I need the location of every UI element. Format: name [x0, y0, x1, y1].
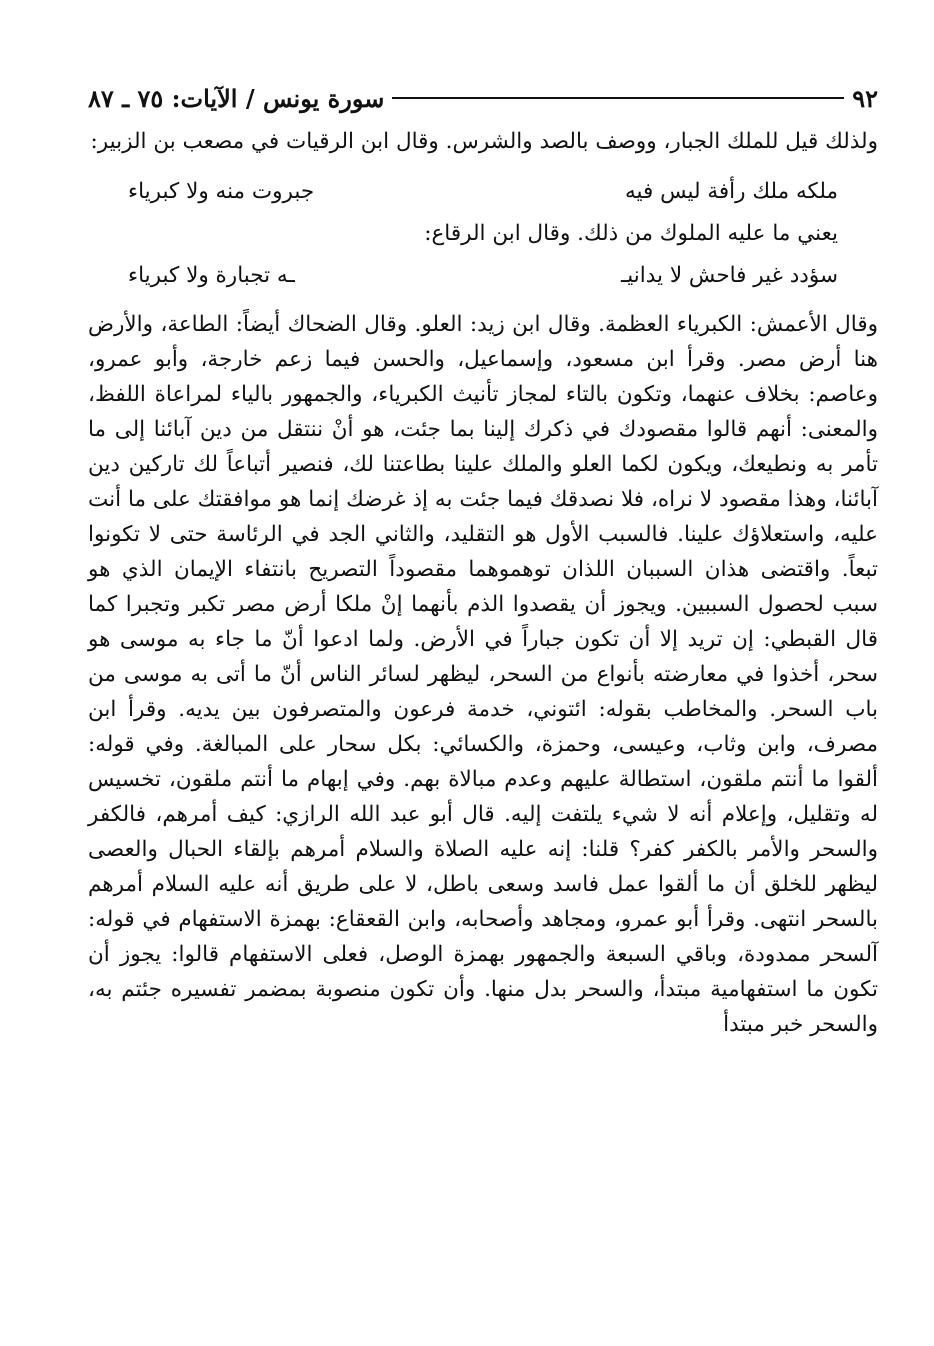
page-header [88, 78, 878, 118]
body-paragraph: وقال الأعمش: الكبرياء العظمة. وقال ابن زيد: العلو. وقال الضحاك أيضاً: الطاعة، والأرض هنا أرض مصر. وقرأ ابن مسعود، وإسماعيل، والحسن فيما زعم خارجة، وأبو عمرو، وعاصم: بخلاف عنهما، وتكون بالتاء لمجاز تأنيث الكبرياء، والجمهور بالياء لمراعاة اللفظ، والمعنى: أنهم قالوا مقصودك في ذكرك إلينا بما جئت، هو أنْ ننتقل من دين آبائنا إلى ما تأمر به ونطيعك، ويكون لكما العلو والملك علينا بطاعتنا لك، فنصير أتباعاً لك تاركين دين آبائنا، وهذا مقصود لا نراه، فلا نصدقك فيما جئت به إذ غرضك إنما هو موافقتك على ما أنت عليه، واستعلاؤك علينا. فالسبب الأول هو التقليد، والثاني الجد في الرئاسة حتى لا تكونوا تبعاً. واقتضى هذان السببان اللذان توهموهما مقصوداً التصريح بانتفاء الإيمان الذي هو سبب لحصول السببين. ويجوز أن يقصدوا الذم بأنهما إنْ ملكا أرض مصر تكبر وتجبرا كما قال القبطي: إن تريد إلا أن تكون جباراً في الأرض. ولما ادعوا أنّ ما جاء به موسى هو سحر، أخذوا في معارضته بأنواع من السحر، ليظهر لسائر الناس أنّ ما أتى به موسى من باب السحر. والمخاطب بقوله: ائتوني، خدمة فرعون والمتصرفون بين يديه. وقرأ ابن مصرف، وابن وثاب، وعيسى، وحمزة، والكسائي: بكل سحار على المبالغة. وفي قوله: ألقوا ما أنتم ملقون، استطالة عليهم وعدم مبالاة بهم. وفي إبهام ما أنتم ملقون، تخسيس له وتقليل، وإعلام أنه لا شيء يلتفت إليه. قال أبو عبد الله الرازي: كيف أمرهم، فالكفر والسحر والأمر بالكفر كفر؟ قلنا: إنه عليه الصلاة والسلام أمرهم بإلقاء الحبال والعصى ليظهر للخلق أن ما ألقوا عمل فاسد وسعى باطل، لا على طريق أنه عليه السلام أمرهم بالسحر انتهى. وقرأ أبو عمرو، ومجاهد وأصحابه، وابن القعقاع: بهمزة الاستفهام في قوله: آلسحر ممدودة، وباقي السبعة والجمهور بهمزة الوصل، فعلى الاستفهام قالوا: يجوز أن تكون ما استفهامية مبتدأ، والسحر بدل منها. وأن تكون منصوبة بمضمر تفسيره جئتم به، والسحر خبر مبتدأ [88, 312, 878, 1037]
book-page [88, 78, 878, 1042]
poem-block [128, 171, 838, 297]
verse-1-second-hemistich: جبروت منه ولا كبرياء [128, 179, 315, 204]
verse-2-second-hemistich: ـه تجبارة ولا كبرياء [128, 263, 295, 288]
verse-1-first-hemistich: ملكه ملك رأفة ليس فيه [624, 179, 838, 204]
header-rule [392, 97, 844, 99]
page-number: ٩٢ [852, 83, 878, 113]
verse-line-2 [128, 255, 838, 297]
verse-2-first-hemistich: سؤدد غير فاحش لا يدانيـ [620, 263, 838, 288]
page-title: سورة يونس / الآيات: ٧٥ ـ ٨٧ [88, 83, 385, 113]
intro-paragraph: ولذلك قيل للملك الجبار، ووصف بالصد والشرس. وقال ابن الرقيات في مصعب بن الزبير: [90, 129, 878, 154]
verse-note: يعني ما عليه الملوك من ذلك. وقال ابن الرقاع: [424, 221, 838, 246]
verse-line-1 [128, 171, 838, 213]
